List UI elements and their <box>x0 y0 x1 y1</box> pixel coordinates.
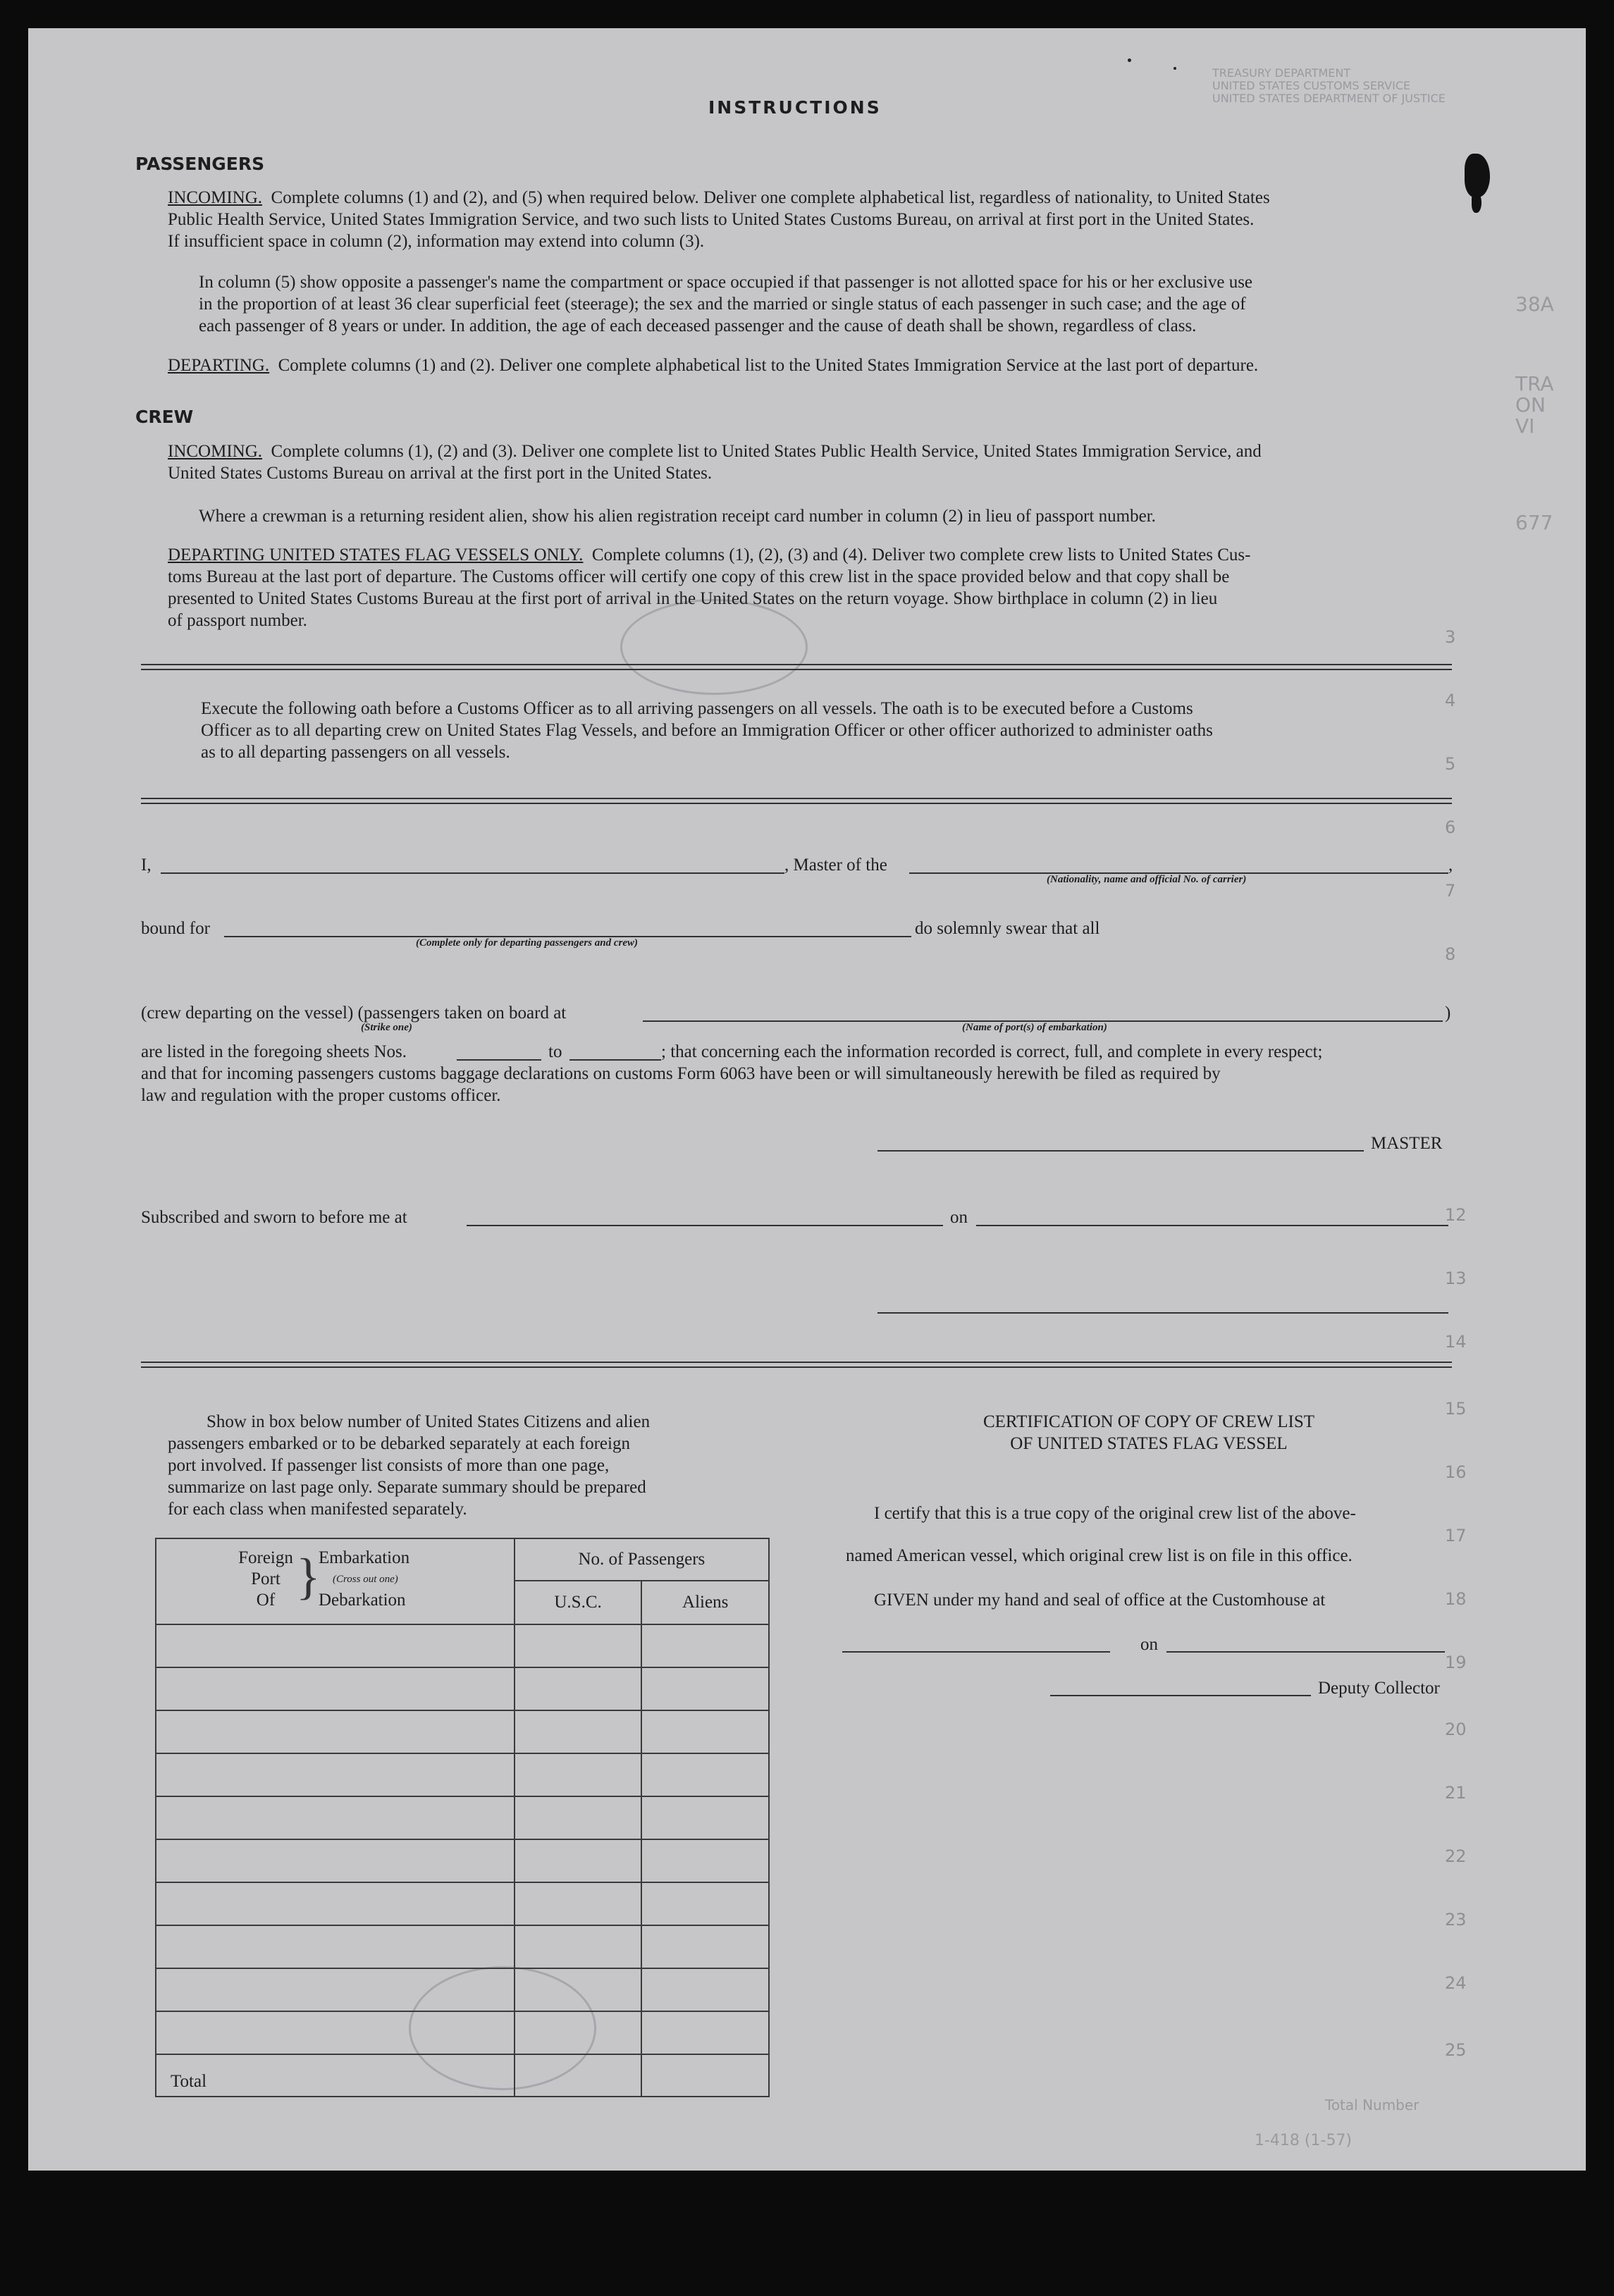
ghost-row-number: 14 <box>1445 1332 1467 1352</box>
officer-signature-field[interactable] <box>877 1312 1448 1314</box>
summary-row <box>156 2011 769 2054</box>
ghost-row-number: 13 <box>1445 1269 1467 1288</box>
summary-note: Show in box below number of United States Citizens and alien passengers embarked or to be debarked separately at each foreign port involved. If passenger list consists of more than one page, summarize on last page only. Separate summary should be prepared for each class when manifested separately. <box>168 1412 651 1519</box>
passengers-departing-label: DEPARTING. <box>168 356 270 375</box>
ghost-row-number: 7 <box>1445 881 1456 901</box>
bound-for-label: bound for <box>141 919 210 938</box>
ghost-row-number: 25 <box>1445 2040 1467 2060</box>
port-cell[interactable] <box>156 1968 515 2011</box>
oath-instructions: Execute the following oath before a Customs Officer as to all arriving passengers on all vessels. The oath is to be executed before a Customs Officer as to all departing crew on United States Flag Vessels, and before an Immigration Officer or other officer authorized to administer oaths as to all departing passengers on all vessels. <box>201 699 1213 762</box>
summary-row <box>156 1667 769 1710</box>
oath-i-label: I, <box>141 856 152 875</box>
aliens-cell[interactable] <box>641 1753 769 1796</box>
passengers-incoming-label: INCOMING. <box>168 188 263 207</box>
subscribed-label: Subscribed and sworn to before me at <box>141 1208 407 1227</box>
port-cell[interactable] <box>156 1839 515 1882</box>
usc-cell[interactable] <box>515 1925 642 1968</box>
usc-cell[interactable] <box>515 1667 642 1710</box>
usc-cell[interactable] <box>515 1624 642 1667</box>
summary-row <box>156 1839 769 1882</box>
subscribed-date-field[interactable] <box>976 1225 1448 1226</box>
summary-row <box>156 1796 769 1839</box>
ghost-row-number: 23 <box>1445 1910 1467 1930</box>
summary-row <box>156 1882 769 1925</box>
port-cell[interactable] <box>156 1796 515 1839</box>
total-aliens-cell[interactable] <box>641 2054 769 2097</box>
speck <box>1128 58 1131 62</box>
usc-cell[interactable] <box>515 1968 642 2011</box>
ghost-row-number: 22 <box>1445 1846 1467 1866</box>
ghost-row-number: 17 <box>1445 1526 1467 1545</box>
aliens-cell[interactable] <box>641 1796 769 1839</box>
close-paren: ) <box>1445 1004 1451 1023</box>
aliens-cell[interactable] <box>641 1667 769 1710</box>
port-cell[interactable] <box>156 1882 515 1925</box>
summary-row <box>156 1925 769 1968</box>
certify-line-1: I certify that this is a true copy of the original crew list of the above- <box>874 1504 1356 1523</box>
swear-text: do solemnly swear that all <box>915 919 1100 938</box>
ghost-row-number: 19 <box>1445 1653 1467 1672</box>
usc-cell[interactable] <box>515 1710 642 1753</box>
usc-cell[interactable] <box>515 2011 642 2054</box>
subscribed-place-field[interactable] <box>467 1225 943 1226</box>
ghost-row-number: 21 <box>1445 1783 1467 1803</box>
speck <box>1173 67 1176 70</box>
given-text: GIVEN under my hand and seal of office at the Customhouse at <box>874 1591 1326 1610</box>
port-cell[interactable] <box>156 2011 515 2054</box>
ports-caption: (Name of port(s) of embarkation) <box>962 1022 1107 1033</box>
crew-resident-text: Where a crewman is a returning resident alien, show his alien registration receipt card number in column (2) in lieu of passport number. <box>199 507 1156 526</box>
deputy-signature-field[interactable] <box>1050 1695 1311 1696</box>
summary-row <box>156 1968 769 2011</box>
crew-incoming-label: INCOMING. <box>168 442 263 461</box>
passengers-heading: PASSENGERS <box>135 154 265 174</box>
crew-heading: CREW <box>135 407 194 427</box>
bound-caption: (Complete only for departing passengers and crew) <box>416 937 638 949</box>
port-cell[interactable] <box>156 1667 515 1710</box>
passengers-incoming-text: INCOMING. Complete columns (1) and (2), and (5) when required below. Deliver one complete alphabetical list, regardless of nationality, to United States Public Health Service, United States Immigration Service, and two such lists to United States Customs Bureau, on arrival at first port in the United States. If insufficient space in column (2), information may extend into column (3). <box>168 188 1270 251</box>
comma: , <box>1448 856 1453 875</box>
brace: } <box>296 1548 321 1605</box>
passenger-summary-table <box>155 1538 770 2097</box>
ghost-row-number: 6 <box>1445 817 1456 837</box>
nationality-caption: (Nationality, name and official No. of carrier) <box>1047 874 1247 885</box>
usc-cell[interactable] <box>515 1882 642 1925</box>
ghost-row-number: 8 <box>1445 944 1456 964</box>
master-label: MASTER <box>1371 1134 1443 1153</box>
cert-on-label: on <box>1140 1635 1158 1654</box>
ghost-row-number: 15 <box>1445 1399 1467 1419</box>
customhouse-field[interactable] <box>842 1651 1110 1653</box>
sheet-from-field[interactable] <box>457 1059 541 1061</box>
total-usc-cell[interactable] <box>515 2054 642 2097</box>
ghost-row-number: 3 <box>1445 627 1456 647</box>
ghost-mark: TREASURY DEPARTMENT UNITED STATES CUSTOMS SERVICE UNITED STATES DEPARTMENT OF JUSTICE <box>1212 66 1446 105</box>
divider <box>141 798 1452 804</box>
master-signature-field[interactable] <box>877 1150 1364 1152</box>
passengers-column5-text: In column (5) show opposite a passenger's name the compartment or space occupied if that passenger is not allotted space for his or her exclusive use in the proportion of at least 36 clear superficial feet (steerage); the sex and the married or single status of each passenger in such case; and the age of each passenger of 8 years or under. In addition, the age of each deceased passenger and the cause of death shall be shown, regardless of class. <box>199 273 1253 335</box>
page-title: INSTRUCTIONS <box>708 97 882 118</box>
embark-debark-label: Embarkation (Cross out one) Debarkation <box>319 1548 410 1610</box>
total-label: Total <box>156 2054 515 2097</box>
port-cell[interactable] <box>156 1710 515 1753</box>
crew-departing-text: DEPARTING UNITED STATES FLAG VESSELS ONLY. Complete columns (1), (2), (3) and (4). Deliver two complete crew lists to United States Cus- toms Bureau at the last port of departure. The Customs officer will certify one copy of this crew list in the space provided below and that copy shall be presented to United States Customs Bureau at the first port of arrival in the United States on the return voyage. Show birthplace in column (2) in lieu of passport number. <box>168 545 1251 630</box>
listed-line-3: law and regulation with the proper customs officer. <box>141 1086 501 1105</box>
strike-caption: (Strike one) <box>361 1022 412 1033</box>
ghost-row-number: 12 <box>1445 1205 1467 1225</box>
ghost-row-number: 20 <box>1445 1720 1467 1739</box>
listed-suffix: ; that concerning each the information recorded is correct, full, and complete in every respect; <box>661 1042 1323 1061</box>
usc-cell[interactable] <box>515 1839 642 1882</box>
ghost-mark: TRA ON VI <box>1515 372 1554 438</box>
ghost-mark: 38A <box>1515 292 1554 316</box>
subscribed-on-label: on <box>950 1208 968 1227</box>
ghost-row-number: 18 <box>1445 1589 1467 1609</box>
aliens-cell[interactable] <box>641 1925 769 1968</box>
listed-line-1: are listed in the foregoing sheets Nos. <box>141 1042 407 1061</box>
divider <box>141 664 1452 670</box>
ghost-row-number: 16 <box>1445 1462 1467 1482</box>
summary-row <box>156 1624 769 1667</box>
sheet-to-field[interactable] <box>569 1059 661 1061</box>
ghost-row-number: 5 <box>1445 754 1456 774</box>
aliens-cell[interactable] <box>641 1710 769 1753</box>
aliens-header: Aliens <box>682 1593 729 1612</box>
aliens-cell[interactable] <box>641 1624 769 1667</box>
ghost-mark: Total Number <box>1325 2097 1419 2113</box>
usc-cell[interactable] <box>515 1753 642 1796</box>
ink-smudge <box>1472 192 1481 213</box>
master-of-label: , Master of the <box>784 856 887 875</box>
ghost-mark: 677 <box>1515 511 1553 534</box>
strike-text: (crew departing on the vessel) (passengers taken on board at <box>141 1004 567 1023</box>
summary-row <box>156 1710 769 1753</box>
port-cell[interactable] <box>156 1925 515 1968</box>
cert-date-field[interactable] <box>1166 1651 1445 1653</box>
port-cell[interactable] <box>156 1624 515 1667</box>
to-label: to <box>548 1042 562 1061</box>
ghost-row-number: 24 <box>1445 1973 1467 1993</box>
summary-row <box>156 1753 769 1796</box>
passengers-departing-text: DEPARTING. Complete columns (1) and (2). Deliver one complete alphabetical list to the United States Immigration Service at the last port of departure. <box>168 356 1259 375</box>
foreign-port-of-label: Foreign Port Of <box>238 1548 293 1610</box>
aliens-cell[interactable] <box>641 1882 769 1925</box>
aliens-cell[interactable] <box>641 2011 769 2054</box>
crew-incoming-text: INCOMING. Complete columns (1), (2) and (3). Deliver one complete list to United States Public Health Service, United States Immigration Service, and United States Customs Bureau on arrival at the first port in the United States. <box>168 442 1262 483</box>
port-header-cell <box>156 1538 515 1624</box>
usc-header: U.S.C. <box>515 1581 643 1624</box>
certify-line-2: named American vessel, which original crew list is on file in this office. <box>846 1546 1353 1565</box>
aliens-cell[interactable] <box>641 1839 769 1882</box>
ghost-row-number: 4 <box>1445 691 1456 710</box>
crew-departing-label: DEPARTING UNITED STATES FLAG VESSELS ONLY. <box>168 545 584 564</box>
certification-title: CERTIFICATION OF COPY OF CREW LIST OF UNITED STATES FLAG VESSEL <box>982 1412 1315 1453</box>
usc-cell[interactable] <box>515 1796 642 1839</box>
aliens-cell[interactable] <box>641 1968 769 2011</box>
port-cell[interactable] <box>156 1753 515 1796</box>
ink-smudge <box>1465 154 1490 197</box>
deputy-collector-label: Deputy Collector <box>1318 1679 1440 1698</box>
divider <box>141 1362 1452 1368</box>
master-name-field[interactable] <box>161 872 784 874</box>
ghost-mark: 1-418 (1-57) <box>1255 2132 1353 2149</box>
listed-line-2: and that for incoming passengers customs baggage declarations on customs Form 6063 have been or will simultaneously herewith be filed as required by <box>141 1064 1221 1083</box>
passengers-header-cell: No. of Passengers U.S.C. Aliens <box>515 1538 769 1624</box>
